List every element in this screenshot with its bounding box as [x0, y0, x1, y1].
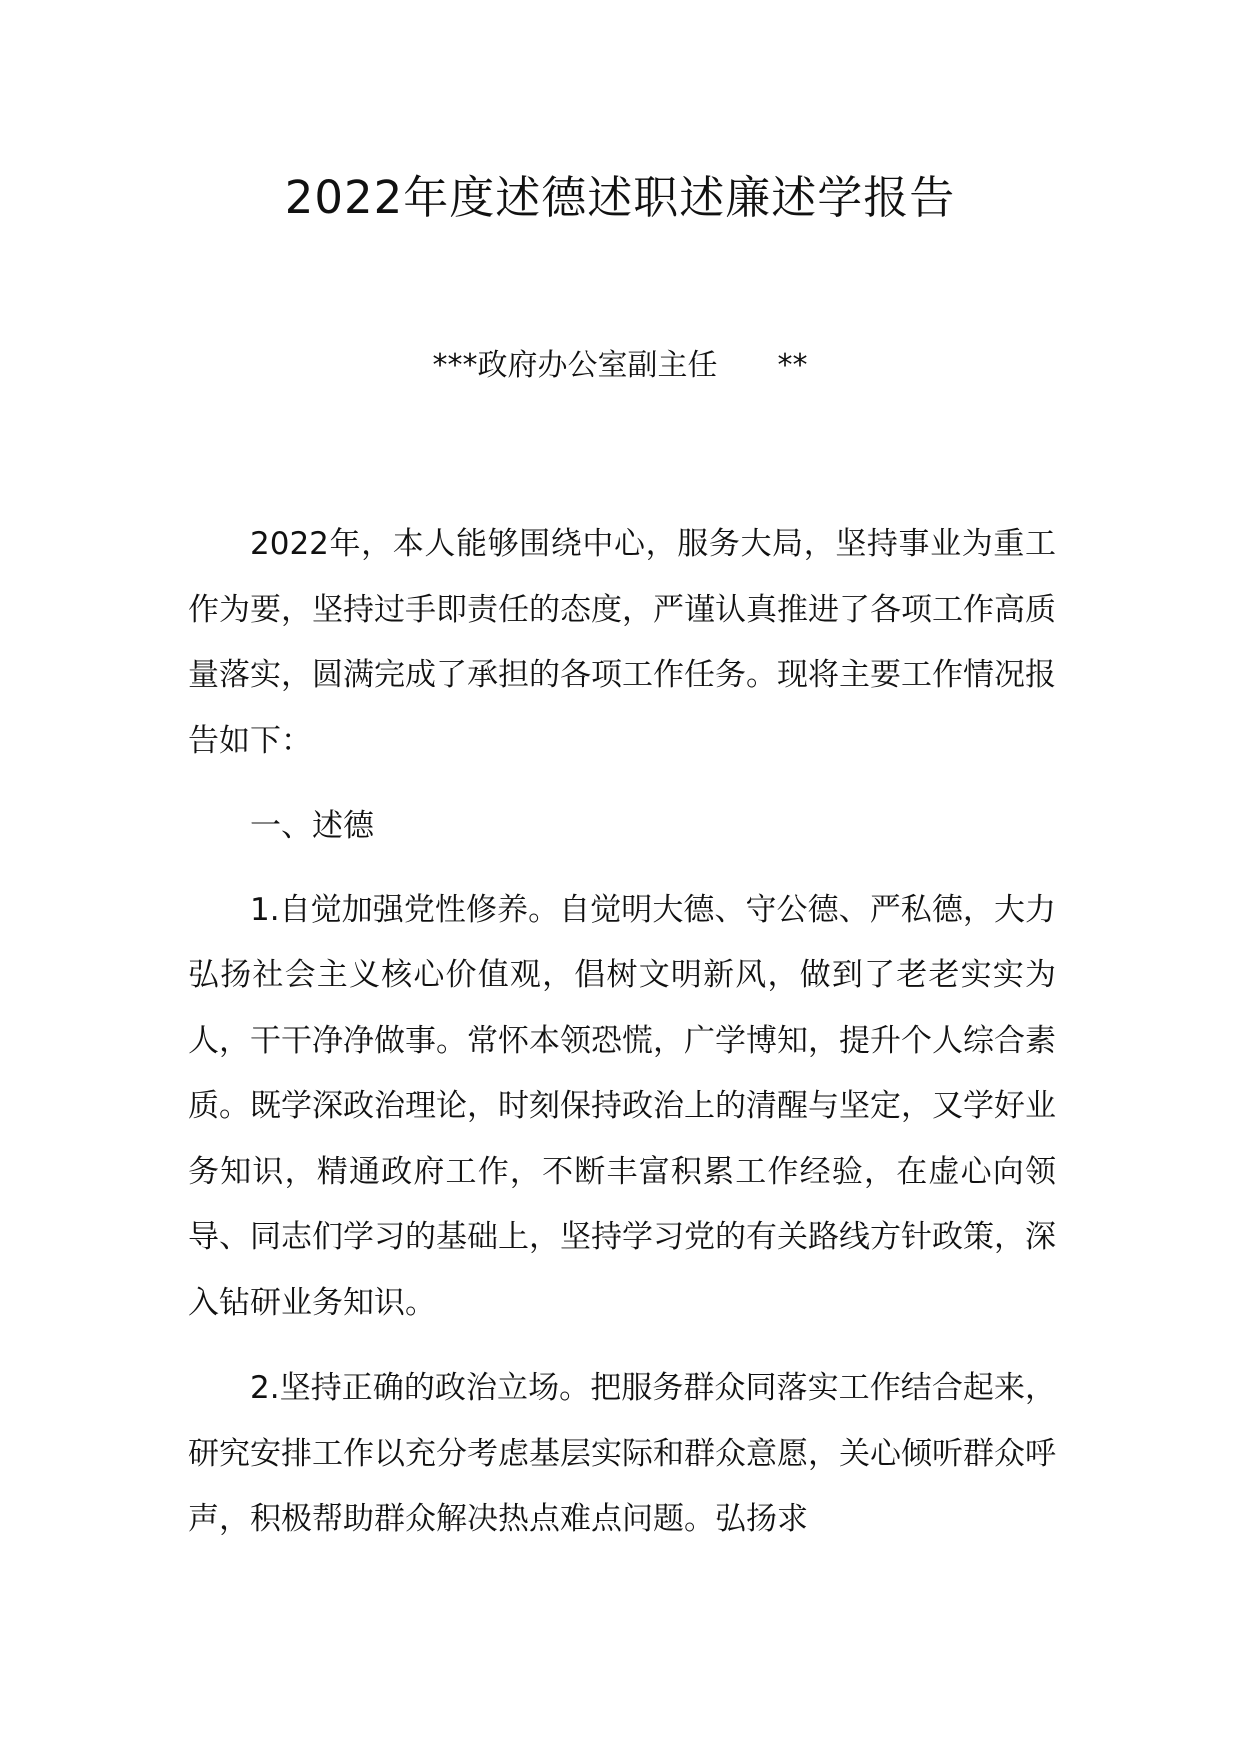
body-paragraph: 2.坚持正确的政治立场。把服务群众同落实工作结合起来，研究安排工作以充分考虑基层实际和群众意愿，关心倾听群众呼声，积极帮助群众解决热点难点问题。弘扬求 — [188, 1370, 1056, 1537]
document-body — [188, 512, 1056, 1573]
body-paragraph: 1.自觉加强党性修养。自觉明大德、守公德、严私德，大力弘扬社会主义核心价值观，倡树文明新风，做到了老老实实为人，干干净净做事。常怀本领恐慌，广学博知，提升个人综合素质。既学深政治理论，时刻保持政治上的清醒与坚定，又学好业务知识，精通政府工作，不断丰富积累工作经验，在虚心向领导、同志们学习的基础上，坚持学习党的有关路线方针政策，深入钻研业务知识。 — [188, 891, 1056, 1321]
document-title: 2022年度述德述职述廉述学报告 — [284, 171, 956, 224]
section-heading: 一、述德 — [250, 808, 374, 844]
author-line: ***政府办公室副主任 ** — [432, 348, 808, 383]
intro-paragraph: 2022年，本人能够围绕中心，服务大局，坚持事业为重工作为要，坚持过手即责任的态度，严谨认真推进了各项工作高质量落实，圆满完成了承担的各项工作任务。现将主要工作情况报告如下： — [188, 526, 1056, 759]
